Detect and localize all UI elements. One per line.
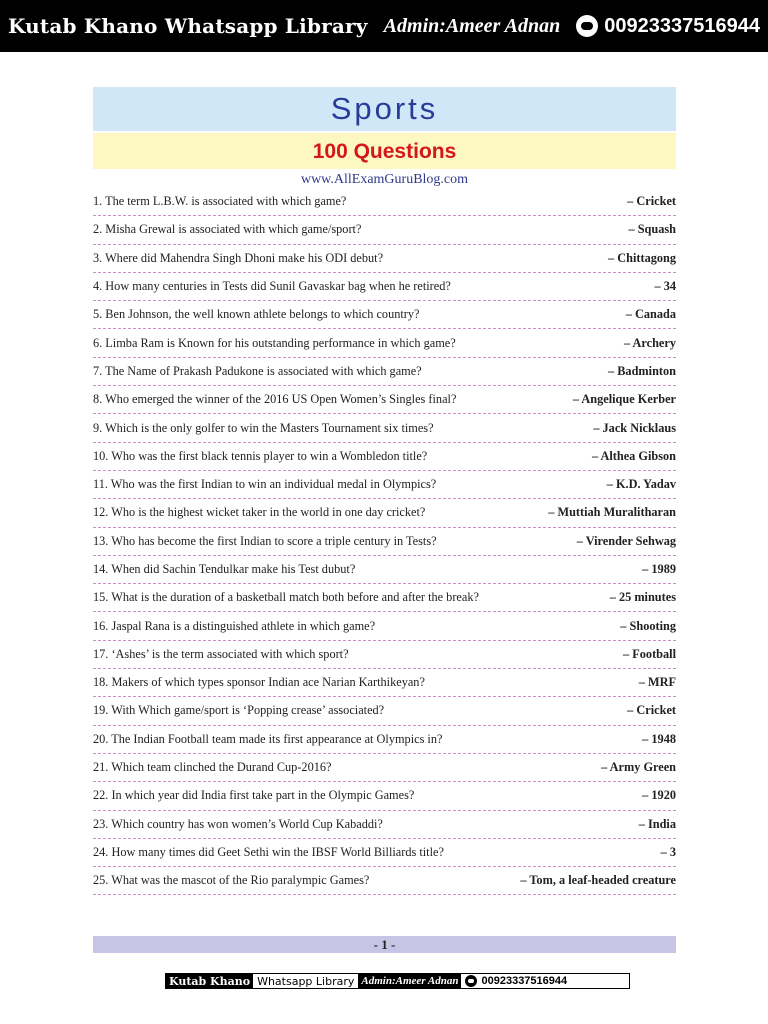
answer-text: – Muttiah Muralitharan [548,505,676,520]
answer-text: – Jack Nicklaus [593,420,676,435]
question-row [93,867,676,895]
answer-text: – 1920 [642,788,676,803]
page-subtitle: 100 Questions [93,133,676,169]
question-text: 13. Who has become the first Indian to score a triple century in Tests? [93,533,437,548]
answer-text: – Cricket [627,703,676,718]
question-row [93,358,676,386]
footer-library-light: Whatsapp Library [253,974,358,988]
question-row [93,245,676,273]
answer-text: – Angelique Kerber [572,392,676,407]
answer-text: – India [638,816,676,831]
footer-phone-group [461,974,571,988]
answer-text: – Althea Gibson [591,448,676,463]
answer-text: – MRF [638,675,676,690]
question-text: 25. What was the mascot of the Rio paralympic Games? [93,873,370,888]
question-row [93,782,676,810]
question-text: 21. Which team clinched the Durand Cup-2016? [93,760,332,775]
answer-text: – 34 [654,279,676,294]
question-list [93,188,676,895]
question-row [93,188,676,216]
question-row [93,216,676,244]
question-text: 16. Jaspal Rana is a distinguished athlete in which game? [93,618,376,633]
footer-library-dark: Kutab Khano [166,974,253,988]
question-text: 10. Who was the first black tennis player to win a Wombledon title? [93,448,428,463]
question-row [93,754,676,782]
question-text: 12. Who is the highest wicket taker in the world in one day cricket? [93,505,426,520]
question-text: 8. Who emerged the winner of the 2016 US Open Women’s Singles final? [93,392,457,407]
question-text: 1. The term L.B.W. is associated with which game? [93,194,347,209]
whatsapp-icon [576,15,598,37]
answer-text: – Chittagong [608,250,676,265]
page-title: Sports [93,87,676,131]
answer-text: – K.D. Yadav [606,477,676,492]
question-row [93,811,676,839]
footer-banner [165,973,630,989]
question-text: 20. The Indian Football team made its first appearance at Olympics in? [93,731,443,746]
question-text: 3. Where did Mahendra Singh Dhoni make his ODI debut? [93,250,384,265]
answer-text: – Cricket [627,194,676,209]
question-text: 24. How many times did Geet Sethi win the IBSF World Billiards title? [93,844,444,859]
header-phone: 00923337516944 [604,14,760,37]
footer-admin: Admin:Ameer Adnan [358,974,461,988]
question-row [93,301,676,329]
answer-text: – Virender Sehwag [576,533,676,548]
question-text: 5. Ben Johnson, the well known athlete belongs to which country? [93,307,420,322]
header-phone-group [576,15,760,38]
answer-text: – Canada [625,307,676,322]
answer-text: – Badminton [608,363,676,378]
header-banner [0,0,768,52]
question-text: 23. Which country has won women’s World Cup Kabaddi? [93,816,383,831]
answer-text: – Shooting [620,618,676,633]
question-row [93,669,676,697]
question-row [93,726,676,754]
question-text: 7. The Name of Prakash Padukone is associated with which game? [93,363,422,378]
question-row [93,641,676,669]
question-text: 22. In which year did India first take part in the Olympic Games? [93,788,415,803]
question-text: 4. How many centuries in Tests did Sunil Gavaskar bag when he retired? [93,279,451,294]
question-text: 19. With Which game/sport is ‘Popping crease’ associated? [93,703,385,718]
question-text: 14. When did Sachin Tendulkar make his Test dubut? [93,562,356,576]
question-text: 18. Makers of which types sponsor Indian ace Narian Karthikeyan? [93,675,425,690]
question-row [93,556,676,584]
answer-text: – Army Green [601,760,676,775]
question-text: 17. ‘Ashes’ is the term associated with which sport? [93,646,349,661]
header-library-name: Kutab Khano Whatsapp Library [8,14,368,38]
question-row [93,528,676,556]
question-row [93,386,676,414]
question-row [93,329,676,357]
answer-text: – 1948 [642,731,676,746]
footer-phone: 00923337516944 [481,975,568,987]
answer-text: – Football [623,646,676,661]
question-text: 9. Which is the only golfer to win the Masters Tournament six times? [93,420,434,435]
website-link[interactable]: www.AllExamGuruBlog.com [300,172,469,187]
question-row [93,839,676,867]
question-row [93,612,676,640]
whatsapp-icon [465,975,477,987]
header-admin: Admin:Ameer Adnan [383,14,561,37]
answer-text: – 1989 [642,562,676,576]
question-row [93,697,676,725]
answer-text: – 3 [660,844,676,859]
answer-text: – Archery [623,335,676,350]
question-row [93,471,676,499]
question-row [93,273,676,301]
page-number: - 1 - [93,936,676,953]
question-text: 6. Limba Ram is Known for his outstanding performance in which game? [93,335,456,350]
question-row [93,414,676,442]
answer-text: – 25 minutes [609,590,676,605]
question-row [93,584,676,612]
answer-text: – Tom, a leaf-headed creature [520,873,676,888]
question-text: 11. Who was the first Indian to win an individual medal in Olympics? [93,477,437,492]
question-text: 15. What is the duration of a basketball match both before and after the break? [93,590,479,605]
question-row [93,499,676,527]
answer-text: – Squash [628,222,676,237]
question-row [93,443,676,471]
question-text: 2. Misha Grewal is associated with which game/sport? [93,222,362,237]
